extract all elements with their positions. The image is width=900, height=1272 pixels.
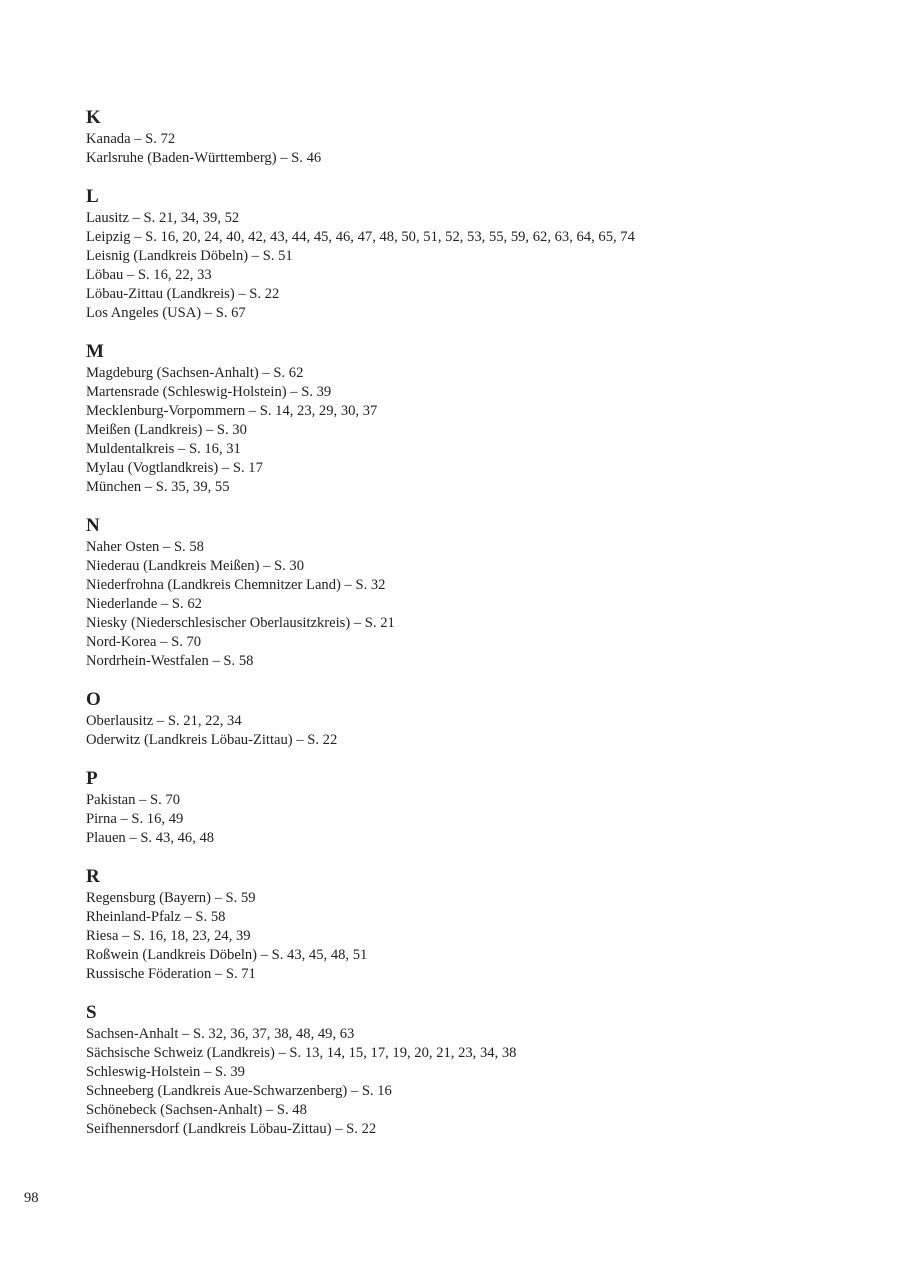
index-entry: Löbau-Zittau (Landkreis) – S. 22 [86,286,280,302]
index-entry: Seifhennersdorf (Landkreis Löbau-Zittau) – S. 22 [86,1121,377,1137]
index-entry: Leisnig (Landkreis Döbeln) – S. 51 [86,248,293,264]
index-entry: Leipzig – S. 16, 20, 24, 40, 42, 43, 44, 45, 46, 47, 48, 50, 51, 52, 53, 55, 59, 62, 63, 64, 65, 74 [86,229,635,245]
index-entry: München – S. 35, 39, 55 [86,479,230,495]
index-entry: Lausitz – S. 21, 34, 39, 52 [86,210,240,226]
section-letter-heading: L [86,186,99,207]
index-section [86,106,846,168]
index-entry: Russische Föderation – S. 71 [86,966,256,982]
index-entry: Oderwitz (Landkreis Löbau-Zittau) – S. 22 [86,732,338,748]
index-entry: Schönebeck (Sachsen-Anhalt) – S. 48 [86,1102,307,1118]
index-entry: Nordrhein-Westfalen – S. 58 [86,653,254,669]
section-letter-heading: O [86,689,101,710]
index-section [86,767,846,848]
place-index [86,106,846,1156]
index-entry: Sachsen-Anhalt – S. 32, 36, 37, 38, 48, 49, 63 [86,1026,355,1042]
index-entry: Los Angeles (USA) – S. 67 [86,305,246,321]
index-section [86,514,846,671]
index-entry: Plauen – S. 43, 46, 48 [86,830,215,846]
index-entry: Nord-Korea – S. 70 [86,634,202,650]
index-entry: Rheinland-Pfalz – S. 58 [86,909,226,925]
index-entry: Pirna – S. 16, 49 [86,811,184,827]
index-entry: Niederlande – S. 62 [86,596,202,612]
index-entry: Naher Osten – S. 58 [86,539,204,555]
index-section [86,865,846,984]
index-section [86,1001,846,1139]
index-entry: Niesky (Niederschlesischer Oberlausitzkreis) – S. 21 [86,615,395,631]
index-entry: Karlsruhe (Baden-Württemberg) – S. 46 [86,150,322,166]
index-entry: Kanada – S. 72 [86,131,176,147]
index-entry: Niederfrohna (Landkreis Chemnitzer Land) – S. 32 [86,577,386,593]
index-entry: Muldentalkreis – S. 16, 31 [86,441,241,457]
section-letter-heading: S [86,1002,97,1023]
index-entry: Schneeberg (Landkreis Aue-Schwarzenberg) – S. 16 [86,1083,392,1099]
index-entry: Mylau (Vogtlandkreis) – S. 17 [86,460,263,476]
index-entry: Pakistan – S. 70 [86,792,181,808]
index-entry: Regensburg (Bayern) – S. 59 [86,890,256,906]
section-letter-heading: N [86,515,100,536]
section-letter-heading: K [86,107,101,128]
index-section [86,688,846,750]
index-entry: Oberlausitz – S. 21, 22, 34 [86,713,242,729]
index-section [86,185,846,323]
index-entry: Magdeburg (Sachsen-Anhalt) – S. 62 [86,365,304,381]
index-entry: Schleswig-Holstein – S. 39 [86,1064,245,1080]
index-section [86,340,846,497]
index-entry: Roßwein (Landkreis Döbeln) – S. 43, 45, 48, 51 [86,947,368,963]
index-entry: Sächsische Schweiz (Landkreis) – S. 13, 14, 15, 17, 19, 20, 21, 23, 34, 38 [86,1045,517,1061]
index-entry: Riesa – S. 16, 18, 23, 24, 39 [86,928,251,944]
index-entry: Mecklenburg-Vorpommern – S. 14, 23, 29, 30, 37 [86,403,378,419]
section-letter-heading: P [86,768,98,789]
section-letter-heading: R [86,866,100,887]
index-entry: Meißen (Landkreis) – S. 30 [86,422,247,438]
page-number: 98 [24,1190,39,1206]
index-entry: Niederau (Landkreis Meißen) – S. 30 [86,558,305,574]
index-entry: Löbau – S. 16, 22, 33 [86,267,212,283]
index-entry: Martensrade (Schleswig-Holstein) – S. 39 [86,384,332,400]
section-letter-heading: M [86,341,104,362]
